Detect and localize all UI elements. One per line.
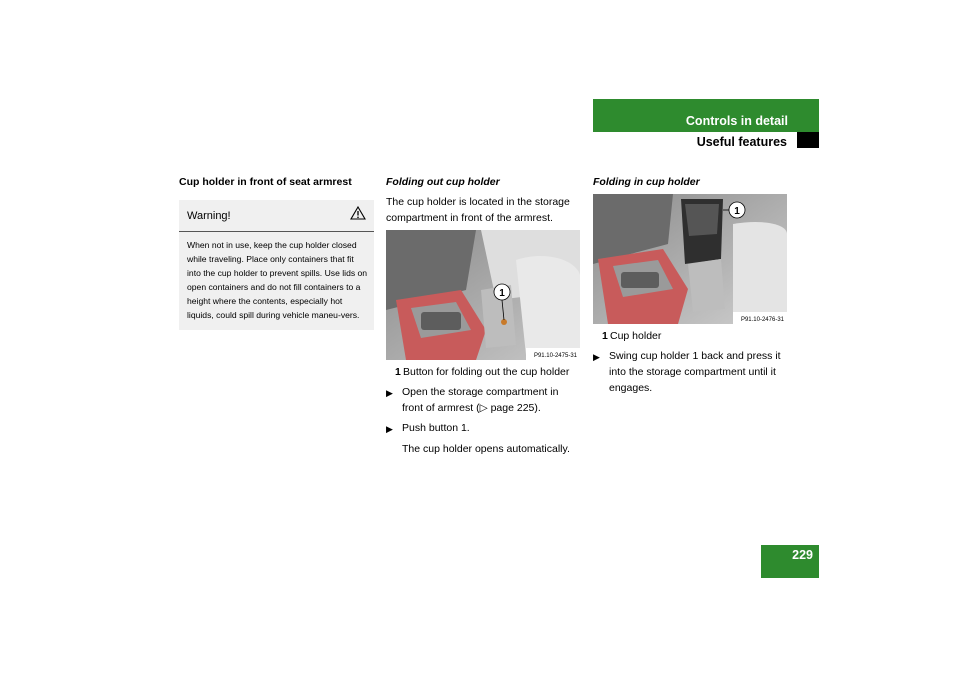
fold-out-heading: Folding out cup holder xyxy=(386,176,500,188)
step-arrow-icon: ▶ xyxy=(593,352,600,362)
warning-triangle-icon xyxy=(350,206,366,225)
fold-in-heading: Folding in cup holder xyxy=(593,176,700,188)
section-title: Controls in detail xyxy=(685,114,788,128)
fold-out-image-code: P91.10-2475-31 xyxy=(533,353,577,359)
page-number: 229 xyxy=(792,548,813,562)
step-item xyxy=(386,420,581,437)
warning-label: Warning! xyxy=(187,209,231,222)
fold-in-photo xyxy=(593,194,787,324)
fold-in-image-code: P91.10-2476-31 xyxy=(740,317,784,323)
step-arrow-icon: ▶ xyxy=(386,424,393,434)
chapter-tab xyxy=(797,132,819,148)
legend-number: 1 xyxy=(602,330,608,342)
fold-in-callout: 1 xyxy=(734,206,740,217)
page-number-box xyxy=(761,545,819,578)
left-column xyxy=(179,174,374,330)
subsection-header xyxy=(593,133,819,151)
step-result: The cup holder opens automatically. xyxy=(402,443,570,455)
warning-text: When not in use, keep the cup holder closed while traveling. Place only containers that fit into the cup holder to prevent spills. Use lids on open containers and do not fill containers to a height where the contents, especially hot liquids, could spill during vehicle maneu-vers. xyxy=(187,240,368,320)
warning-box xyxy=(179,200,374,330)
step-arrow-icon: ▶ xyxy=(386,388,393,398)
step-item xyxy=(593,348,788,396)
step-text: Open the storage compartment in front of armrest (▷ page 225). xyxy=(402,386,559,414)
warning-header xyxy=(179,200,374,232)
legend-text: Button for folding out the cup holder xyxy=(403,366,570,378)
subsection-title: Useful features xyxy=(696,135,787,149)
legend-number: 1 xyxy=(395,366,401,378)
fold-in-legend xyxy=(593,328,788,344)
fold-out-callout: 1 xyxy=(499,288,505,299)
fold-out-intro: The cup holder is located in the storage compartment in front of the armrest. xyxy=(386,196,570,224)
step-item xyxy=(386,384,581,416)
right-column xyxy=(593,174,788,396)
fold-out-photo xyxy=(386,230,580,360)
middle-column xyxy=(386,174,581,457)
step-text: Swing cup holder 1 back and press it into the storage compartment until it engages. xyxy=(609,350,781,394)
left-heading: Cup holder in front of seat armrest xyxy=(179,176,352,188)
fold-out-legend xyxy=(386,364,581,380)
legend-text: Cup holder xyxy=(610,330,662,342)
step-text: Push button 1. xyxy=(402,422,470,434)
